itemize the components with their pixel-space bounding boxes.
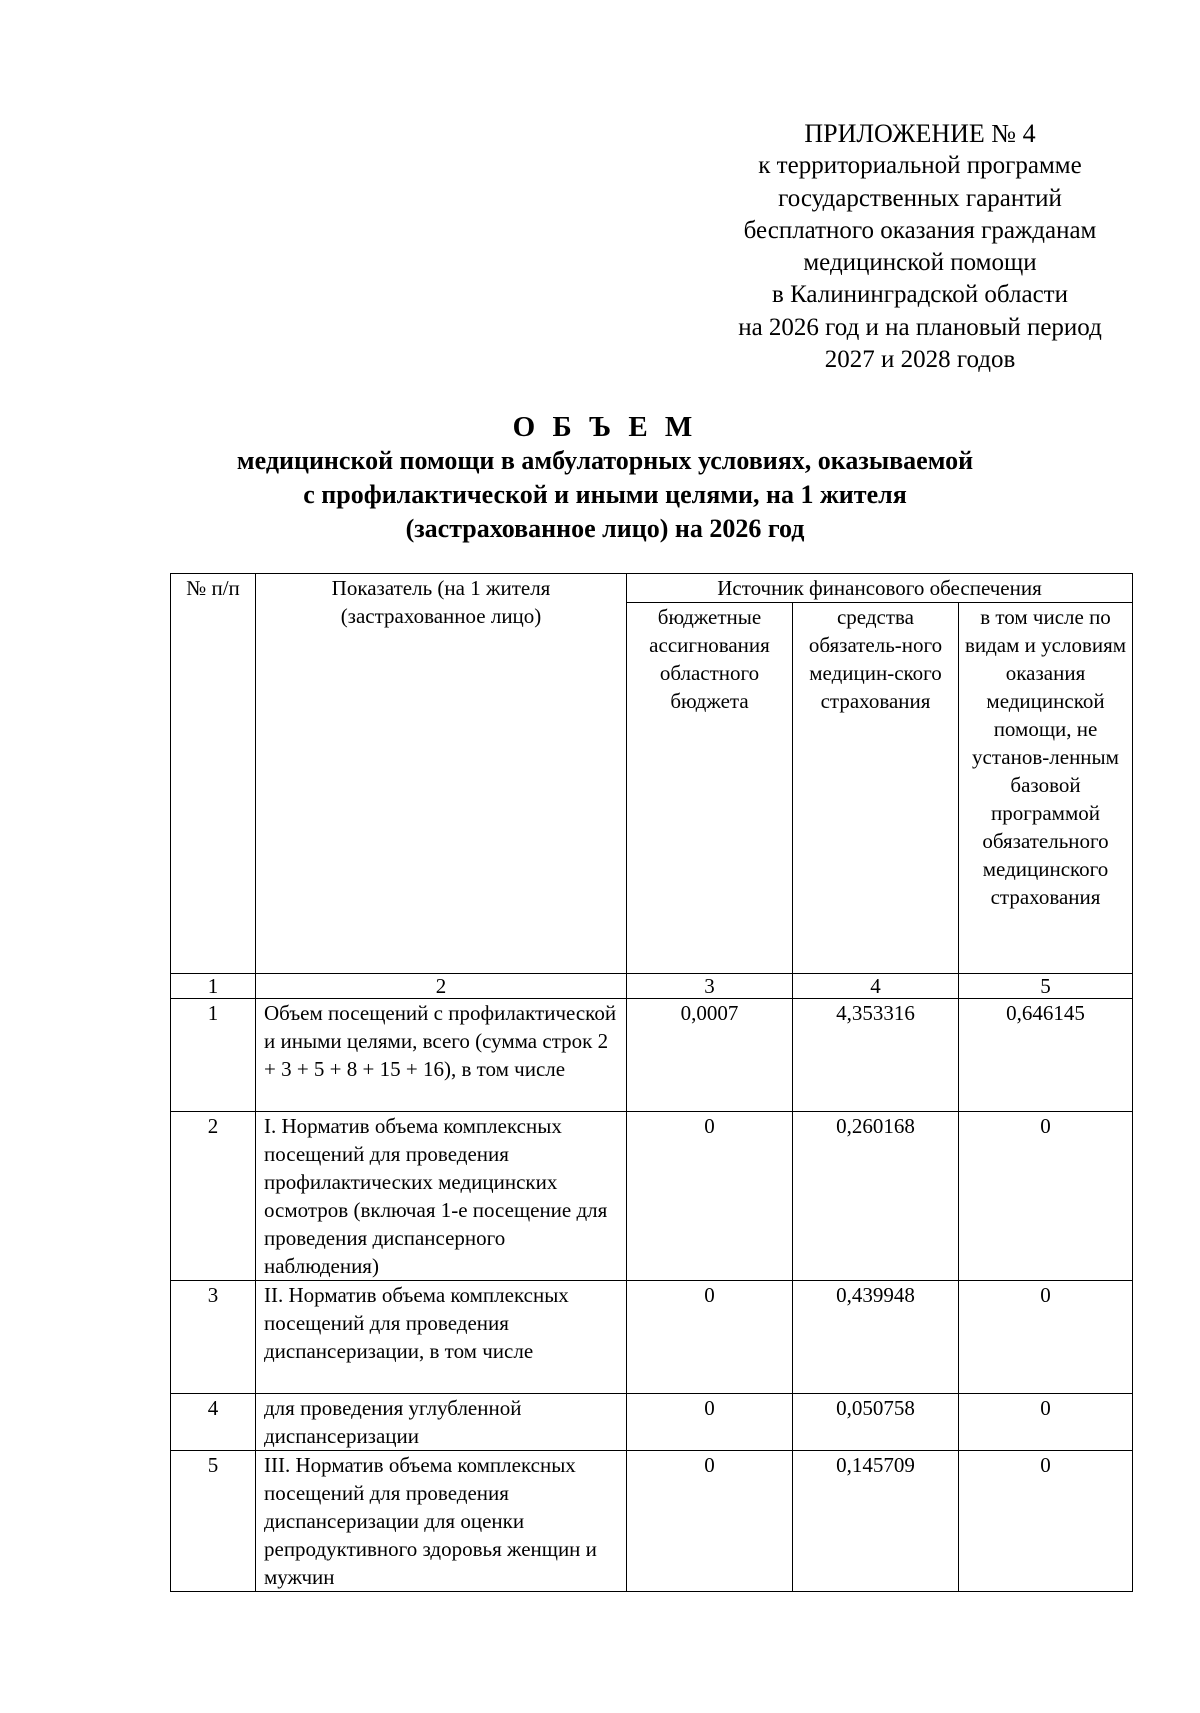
row-oms: 4,353316	[793, 999, 959, 1112]
row-other: 0,646145	[959, 999, 1133, 1112]
appendix-line: в Калининградской области	[772, 281, 1068, 309]
header-indicator: Показатель (на 1 жителя (застрахованное лицо)	[256, 574, 627, 974]
header-source: Источник финансового обеспечения	[627, 574, 1133, 603]
row-other: 0	[959, 1394, 1133, 1451]
row-budget: 0	[627, 1451, 793, 1592]
table-row	[171, 1394, 1133, 1451]
column-number: 4	[793, 974, 959, 999]
document-subtitle-line: медицинской помощи в амбулаторных условиях, оказываемой	[236, 446, 974, 475]
row-num: 4	[171, 1394, 256, 1451]
appendix-title: ПРИЛОЖЕНИЕ № 4	[804, 119, 1036, 148]
row-num: 3	[171, 1281, 256, 1394]
row-indicator: III. Норматив объема комплексных посещений для проведения диспансеризации для оценки репродуктивного здоровья женщин и мужчин	[256, 1451, 627, 1592]
table-row	[171, 1112, 1133, 1281]
row-other: 0	[959, 1451, 1133, 1592]
row-oms: 0,145709	[793, 1451, 959, 1592]
row-budget: 0	[627, 1281, 793, 1394]
header-oms: средства обязатель-ного медицин-ского страхования	[793, 603, 959, 974]
row-oms: 0,439948	[793, 1281, 959, 1394]
row-budget: 0,0007	[627, 999, 793, 1112]
column-number-row	[171, 974, 1133, 999]
document-title	[180, 410, 1030, 546]
row-other: 0	[959, 1112, 1133, 1281]
row-other: 0	[959, 1281, 1133, 1394]
header-other: в том числе по видам и условиям оказания медицинской помощи, не установ-ленным базовой программой обязательного медицинского страхования	[959, 603, 1133, 974]
row-indicator: для проведения углубленной диспансеризации	[256, 1394, 627, 1451]
header-num: № п/п	[171, 574, 256, 974]
document-title-main: О Б Ъ Е М	[512, 411, 698, 443]
row-indicator: I. Норматив объема комплексных посещений для проведения профилактических медицинских осмотров (включая 1-е посещение для проведения диспансерного наблюдения)	[256, 1112, 627, 1281]
column-number: 5	[959, 974, 1133, 999]
appendix-line: на 2026 год и на плановый период	[738, 313, 1102, 341]
table-header-row	[171, 574, 1133, 603]
column-number: 2	[256, 974, 627, 999]
appendix-block	[690, 118, 1150, 376]
table-row	[171, 999, 1133, 1112]
row-indicator: II. Норматив объема комплексных посещений для проведения диспансеризации, в том числе	[256, 1281, 627, 1394]
row-oms: 0,260168	[793, 1112, 959, 1281]
appendix-line: к территориальной программе	[758, 152, 1082, 180]
document-subtitle-line: (застрахованное лицо) на 2026 год	[405, 514, 805, 543]
row-num: 5	[171, 1451, 256, 1592]
row-budget: 0	[627, 1112, 793, 1281]
row-num: 2	[171, 1112, 256, 1281]
appendix-line: 2027 и 2028 годов	[824, 346, 1016, 374]
table-row	[171, 1281, 1133, 1394]
document-subtitle-line: с профилактической и иными целями, на 1 жителя	[303, 480, 907, 509]
appendix-line: бесплатного оказания гражданам	[743, 216, 1097, 244]
appendix-line: государственных гарантий	[778, 184, 1062, 212]
row-num: 1	[171, 999, 256, 1112]
header-budget: бюджетные ассигнования областного бюджета	[627, 603, 793, 974]
column-number: 3	[627, 974, 793, 999]
volume-table	[170, 573, 1133, 1592]
appendix-line: медицинской помощи	[803, 249, 1037, 277]
row-indicator: Объем посещений с профилактической и иными целями, всего (сумма строк 2 + 3 + 5 + 8 + 15 + 16), в том числе	[256, 999, 627, 1112]
row-budget: 0	[627, 1394, 793, 1451]
row-oms: 0,050758	[793, 1394, 959, 1451]
table-row	[171, 1451, 1133, 1592]
column-number: 1	[171, 974, 256, 999]
